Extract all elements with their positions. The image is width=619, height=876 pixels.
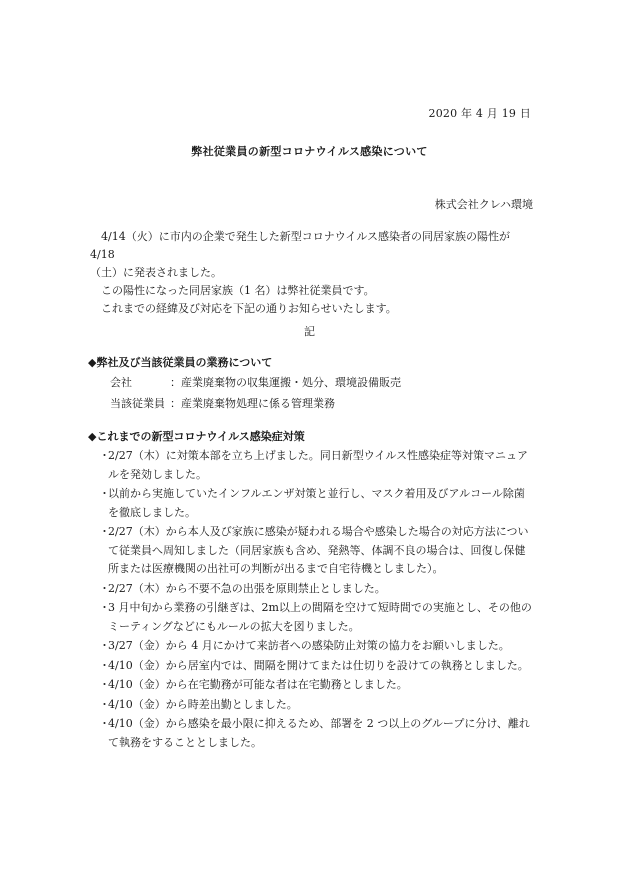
list-item xyxy=(88,696,538,715)
intro-paragraph xyxy=(90,228,535,318)
document-title: 弊社従業員の新型コロナウイルス感染について xyxy=(191,145,428,158)
measures-list xyxy=(88,447,538,752)
list-item xyxy=(88,637,538,656)
bullet-mark: ・ xyxy=(99,658,110,672)
intro-line-1: 4/14（火）に市内の企業で発生した新型コロナウイルス感染者の同居家族の陽性が 4/18 xyxy=(90,230,511,261)
bullet-mark: ・ xyxy=(99,487,110,500)
business-row-company xyxy=(88,372,538,393)
list-item-text: 3/27（金）から 4 月にかけて来訪者への感染防止対策の協力をお願いしました。 xyxy=(108,639,510,652)
business-section xyxy=(88,354,538,414)
business-section-heading: ◆弊社及び当該従業員の業務について xyxy=(88,356,273,369)
intro-line-3: これまでの経緯及び対応を下記の通りお知らせいたします。 xyxy=(101,302,397,315)
bullet-mark: ・ xyxy=(99,678,110,691)
list-item xyxy=(88,447,538,484)
measures-section-heading: ◆これまでの新型コロナウイルス感染症対策 xyxy=(88,430,305,443)
ki-marker: 記 xyxy=(304,325,315,338)
list-item xyxy=(88,657,538,676)
bullet-mark: ・ xyxy=(99,717,110,730)
business-row-label: 会社 xyxy=(110,376,132,389)
list-item-text: 4/10（金）から居室内では、間隔を開けてまたは仕切りを設けての執務としました。 xyxy=(108,658,529,672)
bullet-mark: ・ xyxy=(99,639,110,652)
business-row-value: ：産業廃棄物処理に係る管理業務 xyxy=(170,397,335,410)
bullet-mark: ・ xyxy=(99,581,110,595)
list-item xyxy=(88,485,538,522)
bullet-mark: ・ xyxy=(99,525,110,538)
bullet-mark: ・ xyxy=(99,697,110,711)
list-item-text: 4/10（金）から感染を最小限に抑えるため、部署を 2 つ以上のグループに分け、離れて執務をすることとしました。 xyxy=(108,717,530,749)
list-item-text: 2/27（木）に対策本部を立ち上げました。同日新型ウイルス性感染症等対策マニュアルを発効しました。 xyxy=(108,449,529,481)
list-item-text: 2/27（木）から本人及び家族に感染が疑われる場合や感染した場合の対応方法について従業員へ周知しました（同居家族も含め、発熱等、体調不良の場合は、回復し保健所または医療機関の出社可の判断が出るまで自宅待機としました）。 xyxy=(108,525,529,575)
business-row-employee xyxy=(88,393,538,414)
list-item xyxy=(88,523,538,579)
document-date: 2020 年 4 月 19 日 xyxy=(428,107,531,120)
company-name: 株式会社クレハ環境 xyxy=(434,198,533,211)
business-row-label: 当該従業員 xyxy=(110,397,165,410)
bullet-mark: ・ xyxy=(99,601,110,614)
list-item-text: 2/27（木）から不要不急の出張を原則禁止としました。 xyxy=(108,581,386,595)
business-row-value: ：産業廃棄物の収集運搬・処分、環境設備販売 xyxy=(170,376,401,389)
list-item-text: 4/10（金）から在宅勤務が可能な者は在宅勤務としました。 xyxy=(108,678,408,691)
intro-line-2: この陽性になった同居家族（1 名）は弊社従業員です。 xyxy=(101,284,375,297)
list-item xyxy=(88,599,538,636)
bullet-mark: ・ xyxy=(99,449,110,462)
measures-section xyxy=(88,428,538,752)
list-item xyxy=(88,580,538,599)
list-item xyxy=(88,676,538,695)
list-item-text: 4/10（金）から時差出勤としました。 xyxy=(108,697,298,711)
intro-line-1-continued: （土）に発表されました。 xyxy=(90,266,222,279)
list-item-text: 3 月中旬から業務の引継ぎは、2m以上の間隔を空けて短時間での実施とし、その他のミーティングなどにもルールの拡大を図りました。 xyxy=(108,601,532,633)
list-item-text: 以前から実施していたインフルエンザ対策と並行し、マスク着用及びアルコール除菌を徹底しました。 xyxy=(108,487,525,519)
list-item xyxy=(88,715,538,752)
